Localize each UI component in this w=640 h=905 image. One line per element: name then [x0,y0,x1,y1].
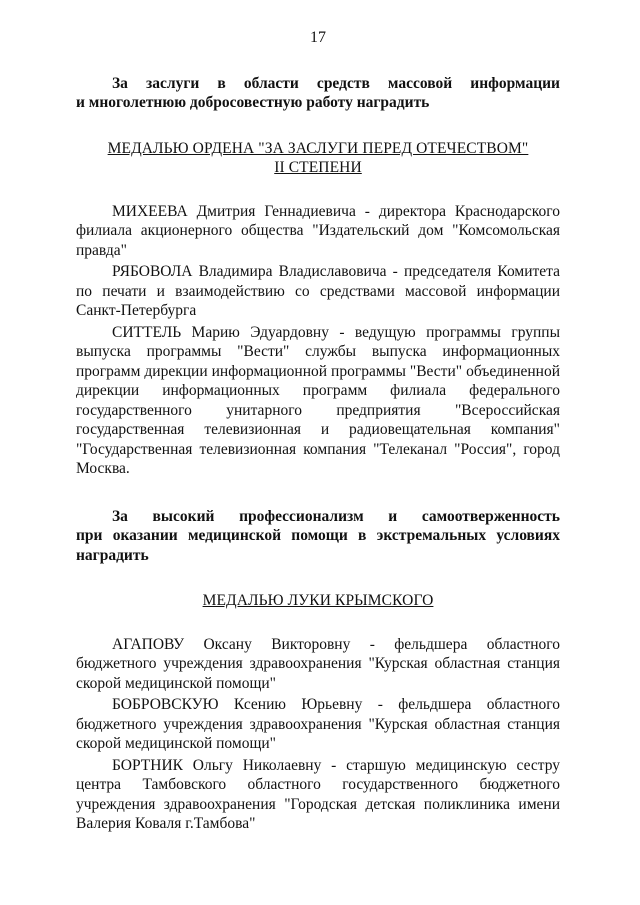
section-spacer [76,481,560,507]
awardee-entry-bobrovskaya: БОБРОВСКУЮ Ксению Юрьевну - фельдшера областного бюджетного учреждения здравоохранения "Курская областная станция скорой медицинской помощи" [76,696,560,752]
awardee-entry-bortnik: БОРТНИК Ольгу Николаевну - старшую медицинскую сестру центра Тамбовского областного государственного бюджетного учреждения здравоохранения "Городская детская поликлиника имени Валерия Коваля г.Тамбова" [76,756,560,832]
section-1-award-line1: МЕДАЛЬЮ ОРДЕНА "ЗА ЗАСЛУГИ ПЕРЕД ОТЕЧЕСТВОМ" [107,139,529,157]
section-2-intro-line1: За высокий профессионализм и самоотверженность [112,507,560,525]
awardee-entry-agapova: АГАПОВУ Оксану Викторовну - фельдшера областного бюджетного учреждения здравоохранения "Курская областная станция скорой медицинской помощи" [76,635,560,692]
section-2-intro [76,507,560,566]
section-2-award-line1: МЕДАЛЬЮ ЛУКИ КРЫМСКОГО [202,592,434,609]
section-1-award-line2: II СТЕПЕНИ [274,159,362,176]
document-page [76,28,560,836]
awardee-entry-sittel: СИТТЕЛЬ Марию Эдуардовну - ведущую программы группы выпуска программы "Вести" службы выпуска информационных программ дирекции информационной программы "Вести" объединенной дирекции информационных программ филиала федерального государственного унитарного предприятия "Всероссийская государственная телевизионная и радиовещательная компания" "Государственная телевизионная компания "Телеканал "Россия", город Москва. [76,323,560,477]
awardee-entry-ryabovol: РЯБОВОЛА Владимира Владиславовича - председателя Комитета по печати и взаимодействию со средствами массовой информации Санкт-Петербурга [76,263,560,319]
section-2-intro-rest: при оказании медицинской помощи в экстремальных условиях наградить [76,527,560,564]
section-2-award-title [76,591,560,611]
section-1-intro [76,74,560,113]
awardee-entry-mikheev: МИХЕЕВА Дмитрия Геннадиевича - директора Краснодарского филиала акционерного общества "Издательский дом "Комсомольская правда" [76,202,560,259]
section-1-intro-line1: За заслуги в области средств массовой информации [112,74,560,92]
section-1-award-title [76,139,560,178]
page-number: 17 [310,29,326,46]
section-1-intro-rest: и многолетнюю добросовестную работу наградить [76,94,430,111]
